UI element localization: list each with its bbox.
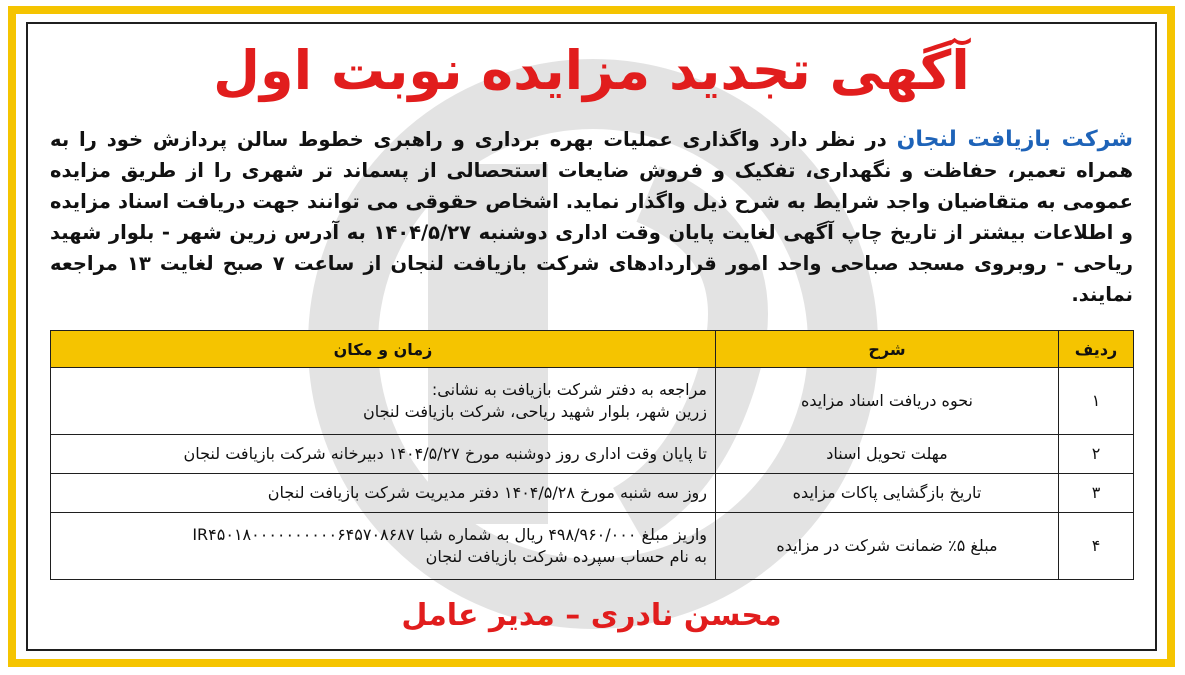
row-number: ۱: [1059, 368, 1134, 435]
notice-title: آگهی تجدید مزایده نوبت اول: [213, 39, 970, 102]
notice-body-text: در نظر دارد واگذاری عملیات بهره برداری و راهبری خطوط سالن پردازش خود را به همراه تعمیر، حفاظت و نگهداری، تفکیک و فروش ضایعات استحصالی از پسماند تر شهری را از طریق مزایده عمومی به متقاضیان واجد شرایط به شرح ذیل واگذار نماید. اشخاص حقوقی می توانند جهت دریافت اسناد مزایده و اطلاعات بیشتر از تاریخ چاپ آگهی لغایت پایان وقت اداری دوشنبه ۱۴۰۴/۵/۲۷ به آدرس زرین شهر - بلوار شهید ریاحی - روبروی مسجد صباحی واحد امور قراردادهای شرکت بازیافت لنجان از ساعت ۷ صبح لغایت ۱۳ مراجعه نمایند.: [50, 128, 1133, 306]
notice-outer-frame: [8, 6, 1175, 667]
row-time-place: [51, 368, 716, 435]
row-time-place-line: مراجعه به دفتر شرکت بازیافت به نشانی:: [431, 380, 707, 399]
row-description: مبلغ ۵٪ ضمانت شرکت در مزایده: [716, 513, 1059, 580]
row-time-place-line: تا پایان وقت اداری روز دوشنبه مورخ ۱۴۰۴/۵/۲۷ دبیرخانه شرکت بازیافت لنجان: [183, 444, 707, 463]
row-time-place-line: واریز مبلغ ۴۹۸/۹۶۰/۰۰۰ ریال به شماره شبا IR۴۵۰۱۸۰۰۰۰۰۰۰۰۰۰۶۴۵۷۰۸۶۸۷: [192, 525, 707, 544]
table-row: [51, 513, 1134, 580]
company-name: شرکت بازیافت لنجان: [896, 127, 1133, 152]
row-description: نحوه دریافت اسناد مزایده: [716, 368, 1059, 435]
table-row: [51, 435, 1134, 474]
auction-schedule-table: [50, 330, 1134, 580]
table-row: [51, 474, 1134, 513]
row-time-place: [51, 474, 716, 513]
row-time-place-line: به نام حساب سپرده شرکت بازیافت لنجان: [425, 547, 707, 566]
row-time-place-line: روز سه شنبه مورخ ۱۴۰۴/۵/۲۸ دفتر مدیریت شرکت بازیافت لنجان: [267, 483, 707, 502]
table-row: [51, 368, 1134, 435]
signature: محسن نادری – مدیر عامل: [401, 598, 782, 633]
header-description: شرح: [716, 331, 1059, 368]
row-number: ۲: [1059, 435, 1134, 474]
header-row-number: ردیف: [1059, 331, 1134, 368]
row-number: ۳: [1059, 474, 1134, 513]
table-header-row: [51, 331, 1134, 368]
notice-body: [50, 124, 1133, 310]
row-time-place-line: زرین شهر، بلوار شهید ریاحی، شرکت بازیافت لنجان: [362, 402, 707, 421]
row-time-place: [51, 513, 716, 580]
notice-inner-frame: [26, 22, 1157, 651]
row-description: تاریخ بازگشایی پاکات مزایده: [716, 474, 1059, 513]
row-time-place: [51, 435, 716, 474]
header-time-place: زمان و مکان: [51, 331, 716, 368]
row-number: ۴: [1059, 513, 1134, 580]
row-description: مهلت تحویل اسناد: [716, 435, 1059, 474]
